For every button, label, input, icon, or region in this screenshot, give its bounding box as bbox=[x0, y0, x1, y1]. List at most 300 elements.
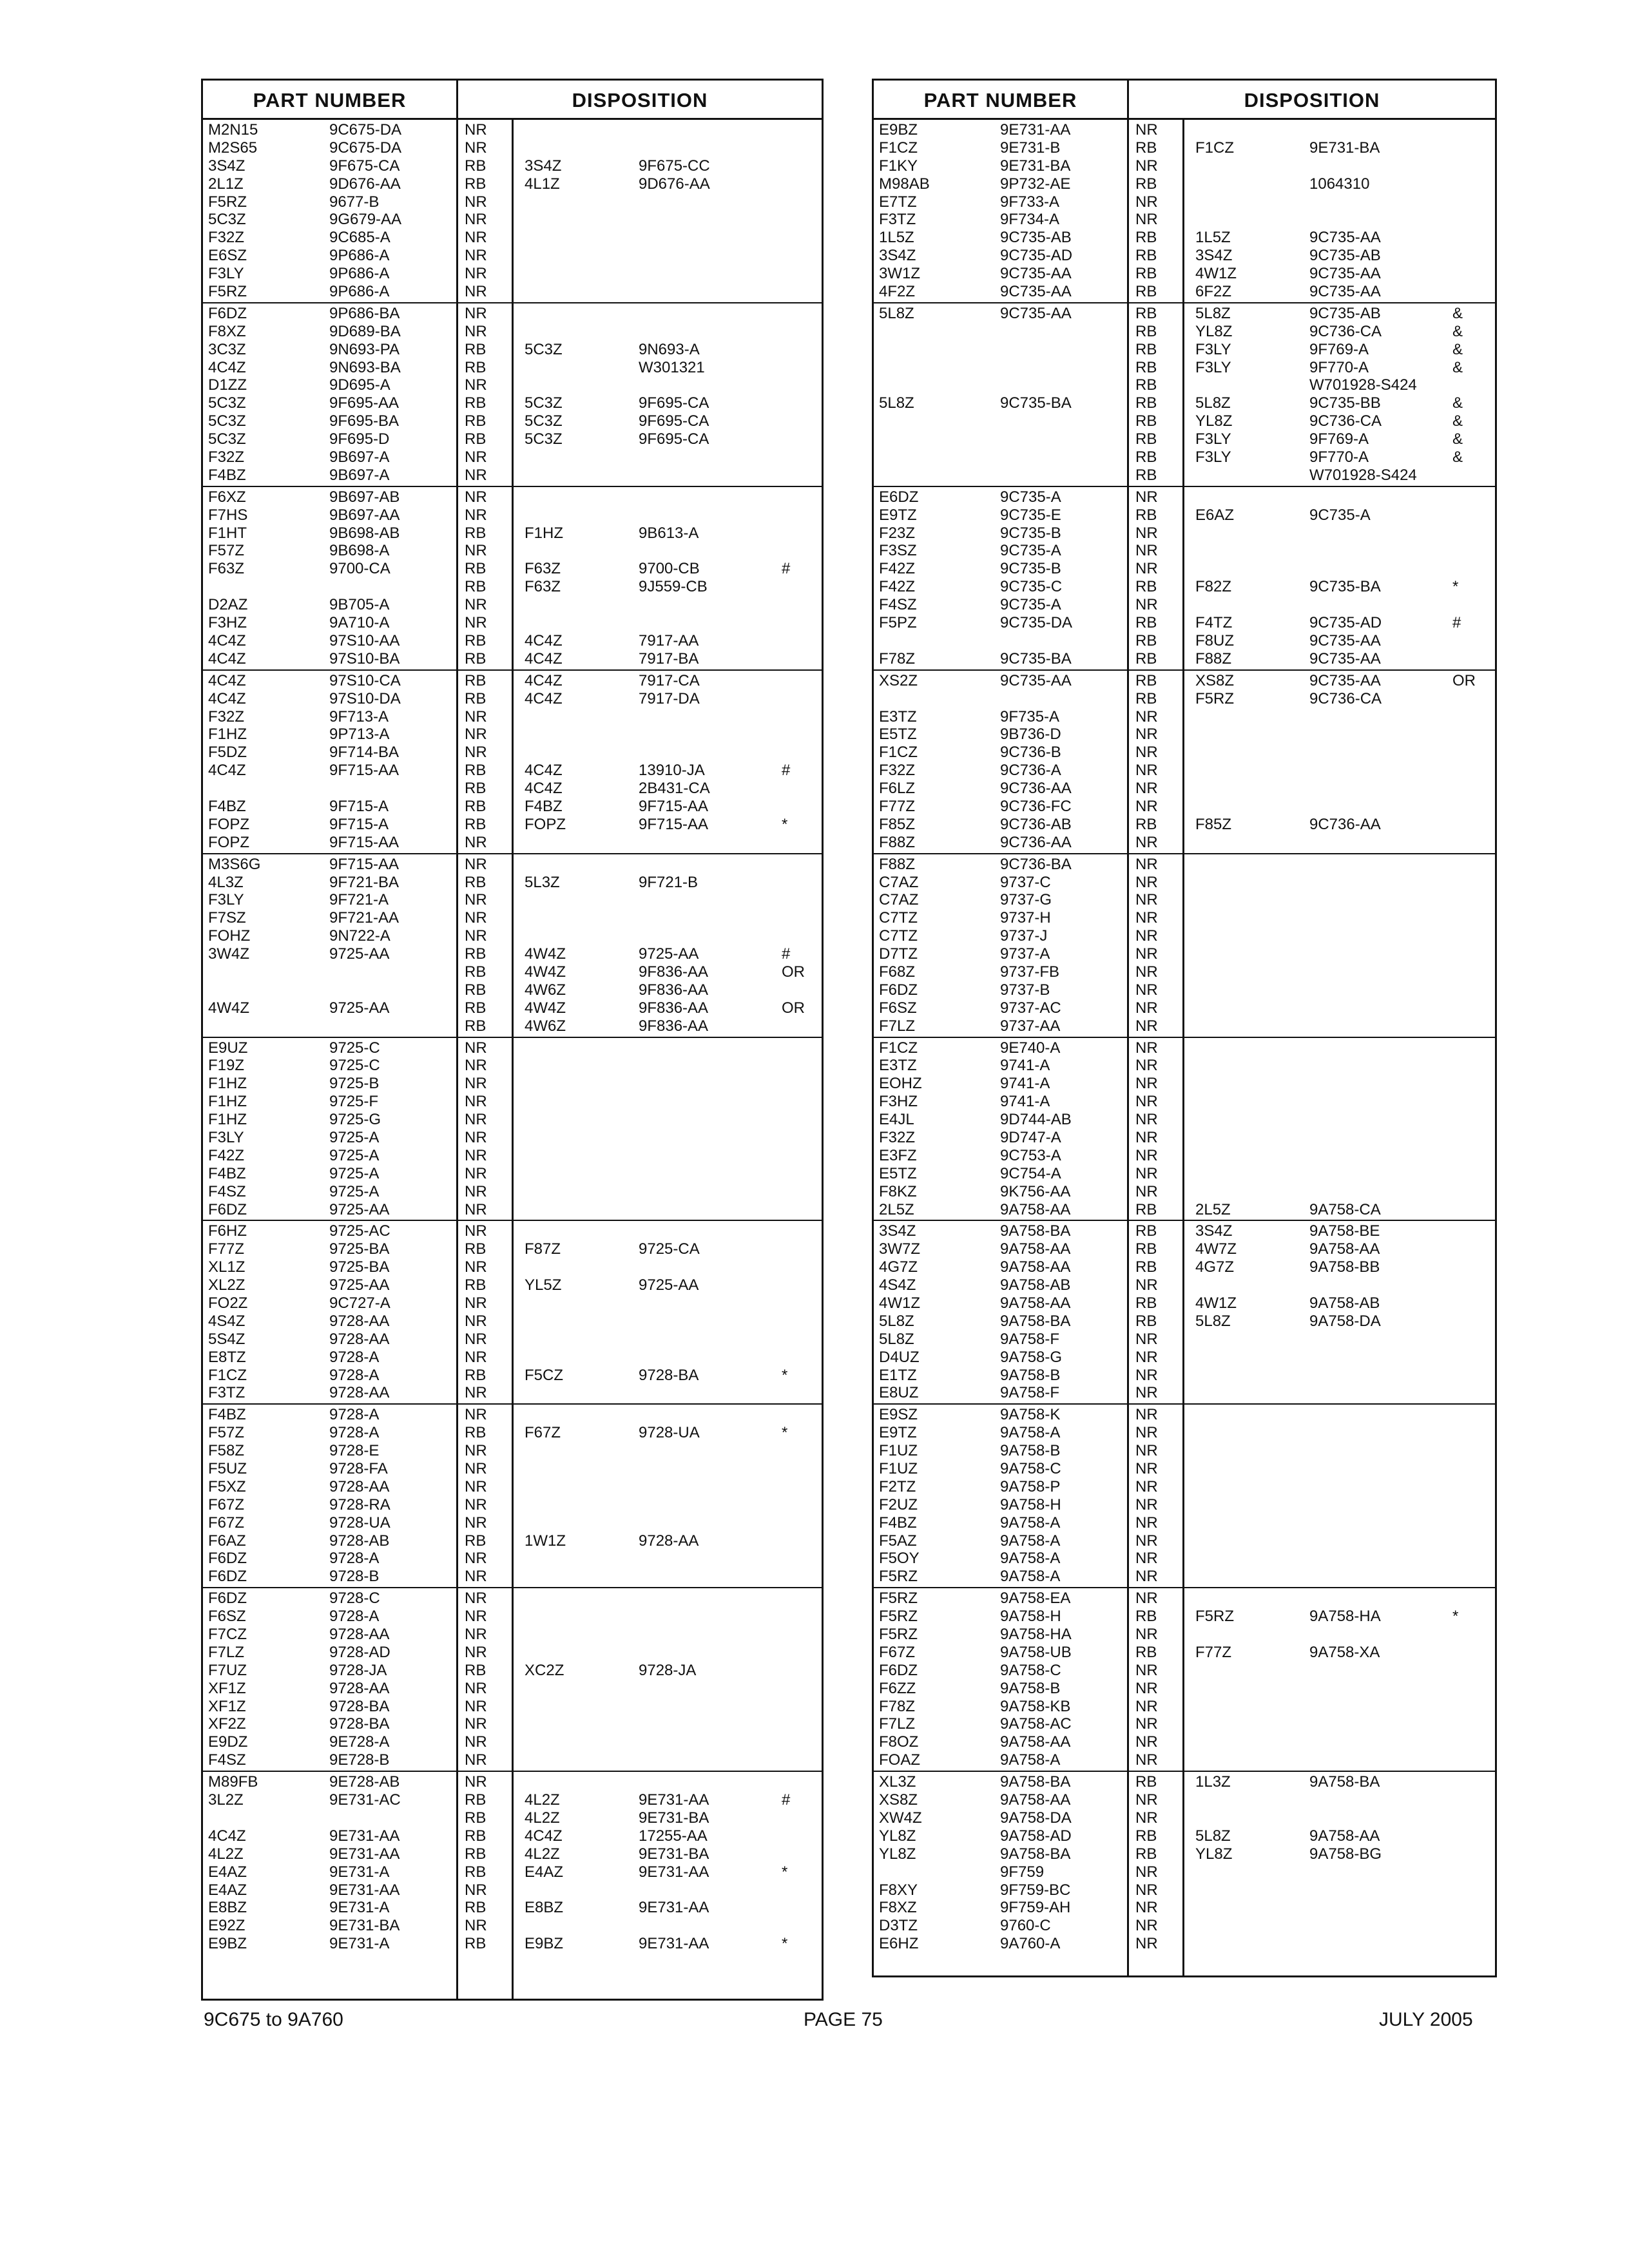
replacement-prefix-cell: 4C4Z bbox=[525, 689, 563, 707]
part-number-cell: XS2Z bbox=[879, 671, 918, 689]
part-suffix-cell: 9C735-BA bbox=[1000, 394, 1072, 412]
replacement-number-cell: 9700-CB bbox=[639, 560, 700, 578]
part-suffix-cell: 9C735-E bbox=[1000, 506, 1061, 524]
replacement-prefix-cell: F4BZ bbox=[525, 797, 563, 815]
table-row bbox=[203, 283, 822, 301]
table-row bbox=[203, 1899, 822, 1917]
part-number-cell: F5DZ bbox=[208, 744, 247, 762]
table-row bbox=[874, 175, 1495, 193]
part-number-cell: F6AZ bbox=[208, 1532, 246, 1550]
disposition-code-cell: NR bbox=[465, 1590, 487, 1608]
part-number-cell: XW4Z bbox=[879, 1809, 922, 1827]
part-suffix-cell: 9C735-BA bbox=[1000, 649, 1072, 668]
disposition-code-cell: RB bbox=[465, 1276, 487, 1294]
disposition-code-cell: RB bbox=[1135, 229, 1157, 247]
disposition-code-cell: RB bbox=[465, 1863, 487, 1881]
table-row bbox=[203, 744, 822, 762]
disposition-code-cell: NR bbox=[1135, 1039, 1158, 1057]
part-number-cell: XF1Z bbox=[208, 1679, 246, 1697]
part-number-cell: F6DZ bbox=[208, 304, 247, 322]
disposition-code-cell: NR bbox=[1135, 1276, 1158, 1294]
table-row bbox=[874, 247, 1495, 265]
part-suffix-cell: 9B736-D bbox=[1000, 726, 1061, 744]
part-suffix-cell: 9741-A bbox=[1000, 1075, 1050, 1093]
table-row bbox=[874, 1845, 1495, 1863]
part-suffix-cell: 9D676-AA bbox=[329, 175, 401, 193]
part-suffix-cell: 9C736-AA bbox=[1000, 780, 1072, 798]
table-row bbox=[874, 1478, 1495, 1496]
table-row bbox=[874, 1147, 1495, 1165]
disposition-code-cell: RB bbox=[465, 175, 487, 193]
disposition-code-cell: NR bbox=[465, 1222, 487, 1240]
part-suffix-cell: 9N722-A bbox=[329, 927, 390, 945]
replacement-prefix-cell: 4L2Z bbox=[525, 1809, 560, 1827]
table-row bbox=[874, 762, 1495, 780]
part-number-cell: 5L8Z bbox=[879, 304, 914, 322]
part-number-cell: 5C3Z bbox=[208, 412, 246, 430]
disposition-code-cell: NR bbox=[465, 1460, 487, 1478]
replacement-number-cell: 9E731-BA bbox=[639, 1809, 709, 1827]
part-suffix-cell: 9F695-BA bbox=[329, 412, 400, 430]
note-cell: OR bbox=[782, 999, 805, 1017]
table-row bbox=[874, 193, 1495, 211]
part-suffix-cell: 9B697-AA bbox=[329, 506, 400, 524]
table-row bbox=[874, 874, 1495, 892]
part-number-cell: FOAZ bbox=[879, 1751, 920, 1769]
table-row bbox=[874, 708, 1495, 726]
row-group bbox=[203, 303, 822, 487]
part-number-cell: F32Z bbox=[208, 707, 245, 726]
table-row bbox=[874, 560, 1495, 578]
part-number-cell: 3S4Z bbox=[879, 1222, 916, 1240]
disposition-code-cell: NR bbox=[465, 1442, 487, 1460]
row-group bbox=[203, 120, 822, 303]
disposition-code-cell: NR bbox=[1135, 1733, 1158, 1751]
replacement-number-cell: 9A758-BG bbox=[1309, 1845, 1382, 1863]
part-suffix-cell: 9N693-PA bbox=[329, 340, 400, 358]
table-row bbox=[203, 1809, 822, 1827]
part-suffix-cell: 9F713-A bbox=[329, 707, 389, 726]
part-number-cell: C7TZ bbox=[879, 909, 918, 927]
part-suffix-cell: 9A758-C bbox=[1000, 1460, 1061, 1478]
table-row bbox=[203, 1917, 822, 1935]
part-number-cell: F6DZ bbox=[879, 981, 918, 999]
replacement-prefix-cell: 4L2Z bbox=[525, 1791, 560, 1809]
disposition-code-cell: RB bbox=[465, 945, 487, 963]
disposition-code-cell: NR bbox=[465, 1679, 487, 1697]
part-suffix-cell: 9F695-AA bbox=[329, 394, 400, 412]
part-number-cell: E8TZ bbox=[208, 1348, 246, 1366]
part-number-cell: F1CZ bbox=[879, 1039, 918, 1057]
part-number-cell: F5OY bbox=[879, 1550, 920, 1568]
disposition-code-cell: RB bbox=[1135, 340, 1157, 358]
part-number-cell: M89FB bbox=[208, 1773, 258, 1791]
disposition-heading: DISPOSITION bbox=[572, 89, 708, 111]
disposition-code-cell: NR bbox=[1135, 1406, 1158, 1424]
table-row bbox=[203, 1276, 822, 1294]
part-suffix-cell: 9D747-A bbox=[1000, 1128, 1061, 1146]
disposition-code-cell: NR bbox=[465, 1608, 487, 1626]
table-row bbox=[874, 1258, 1495, 1276]
part-number-cell: F7SZ bbox=[208, 909, 246, 927]
part-number-cell: XL1Z bbox=[208, 1258, 246, 1276]
disposition-code-cell: RB bbox=[465, 1845, 487, 1863]
part-number-cell: F78Z bbox=[879, 1697, 916, 1715]
replacement-prefix-cell: F4TZ bbox=[1195, 614, 1233, 632]
disposition-code-cell: RB bbox=[1135, 304, 1157, 322]
replacement-prefix-cell: 1L5Z bbox=[1195, 229, 1231, 247]
table-row bbox=[874, 690, 1495, 708]
disposition-code-cell: NR bbox=[1135, 211, 1158, 229]
replacement-prefix-cell: FOPZ bbox=[525, 815, 566, 833]
replacement-prefix-cell: 4W4Z bbox=[525, 963, 566, 981]
table-row bbox=[203, 780, 822, 798]
table-row bbox=[874, 1626, 1495, 1644]
part-number-cell: F5RZ bbox=[879, 1608, 918, 1626]
part-suffix-cell: 9725-F bbox=[329, 1093, 379, 1111]
note-cell: & bbox=[1452, 340, 1463, 358]
replacement-number-cell: 9A758-DA bbox=[1309, 1312, 1381, 1330]
part-suffix-cell: 9P713-A bbox=[329, 726, 390, 744]
part-suffix-cell: 9P732-AE bbox=[1000, 175, 1071, 193]
disposition-code-cell: RB bbox=[465, 797, 487, 815]
part-suffix-cell: 9A758-BA bbox=[1000, 1312, 1071, 1330]
part-suffix-cell: 9A758-EA bbox=[1000, 1590, 1071, 1608]
disposition-code-cell: RB bbox=[1135, 466, 1157, 484]
disposition-code-cell: RB bbox=[1135, 578, 1157, 596]
part-number-cell: FOHZ bbox=[208, 927, 251, 945]
disposition-code-cell: NR bbox=[465, 1406, 487, 1424]
replacement-number-cell: 9F715-AA bbox=[639, 797, 709, 815]
table-row bbox=[874, 1644, 1495, 1662]
part-suffix-cell: 9E731-A bbox=[329, 1899, 390, 1917]
table-row bbox=[203, 1129, 822, 1147]
part-suffix-cell: 9A758-H bbox=[1000, 1608, 1061, 1626]
table-row bbox=[203, 963, 822, 981]
disposition-code-cell: NR bbox=[465, 265, 487, 283]
part-suffix-cell: 9E731-BA bbox=[329, 1917, 400, 1935]
part-number-cell: F4BZ bbox=[208, 466, 246, 484]
table-row bbox=[874, 1935, 1495, 1953]
table-row bbox=[874, 798, 1495, 816]
part-number-cell: F63Z bbox=[208, 560, 245, 578]
table-row bbox=[874, 1057, 1495, 1075]
table-row bbox=[874, 981, 1495, 999]
table-row bbox=[203, 1608, 822, 1626]
part-suffix-cell: 9F675-CA bbox=[329, 157, 400, 175]
table-row bbox=[874, 1017, 1495, 1035]
table-row bbox=[203, 856, 822, 874]
part-suffix-cell: 9725-A bbox=[329, 1164, 380, 1182]
replacement-number-cell: 9728-BA bbox=[639, 1366, 699, 1384]
part-number-cell: 1L5Z bbox=[879, 229, 914, 247]
part-number-cell: E4JL bbox=[879, 1111, 914, 1129]
disposition-code-cell: NR bbox=[1135, 981, 1158, 999]
part-number-cell: F32Z bbox=[208, 229, 245, 247]
part-suffix-cell: 9C753-A bbox=[1000, 1146, 1061, 1164]
replacement-number-cell: 9N693-A bbox=[639, 340, 700, 358]
disposition-code-cell: NR bbox=[465, 855, 487, 873]
table-row bbox=[203, 1680, 822, 1698]
replacement-prefix-cell: F87Z bbox=[525, 1240, 561, 1258]
disposition-code-cell: NR bbox=[1135, 157, 1158, 175]
disposition-code-cell: NR bbox=[465, 1093, 487, 1111]
part-suffix-cell: 9A758-AA bbox=[1000, 1200, 1071, 1218]
replacement-prefix-cell: 5L8Z bbox=[1195, 394, 1231, 412]
replacement-prefix-cell: 3S4Z bbox=[1195, 1222, 1233, 1240]
note-cell: * bbox=[782, 1863, 788, 1881]
disposition-code-cell: RB bbox=[1135, 631, 1157, 649]
replacement-prefix-cell: F82Z bbox=[1195, 578, 1232, 596]
part-suffix-cell: 9C735-AD bbox=[1000, 247, 1073, 265]
replacement-number-cell: 7917-BA bbox=[639, 649, 699, 668]
part-suffix-cell: 9725-G bbox=[329, 1111, 381, 1129]
part-suffix-cell: 9F721-AA bbox=[329, 909, 400, 927]
part-number-cell: F67Z bbox=[208, 1514, 245, 1532]
replacement-prefix-cell: F3LY bbox=[1195, 358, 1231, 376]
disposition-code-cell: NR bbox=[465, 833, 487, 851]
note-cell: & bbox=[1452, 394, 1463, 412]
part-number-cell: 5L8Z bbox=[879, 1312, 914, 1330]
disposition-code-cell: RB bbox=[465, 649, 487, 668]
table-row bbox=[203, 1698, 822, 1716]
part-suffix-cell: 9A758-B bbox=[1000, 1442, 1061, 1460]
replacement-number-cell: 9C735-BB bbox=[1309, 394, 1381, 412]
part-suffix-cell: 9C727-A bbox=[329, 1294, 390, 1312]
table-row bbox=[203, 596, 822, 614]
left-table-body bbox=[203, 120, 822, 1954]
disposition-code-cell: NR bbox=[465, 466, 487, 484]
replacement-prefix-cell: 4C4Z bbox=[525, 631, 563, 649]
disposition-code-cell: NR bbox=[1135, 1791, 1158, 1809]
note-cell: * bbox=[1452, 578, 1459, 596]
disposition-code-cell: NR bbox=[465, 542, 487, 560]
part-number-cell: F6HZ bbox=[208, 1222, 247, 1240]
table-row bbox=[874, 1384, 1495, 1402]
table-row bbox=[203, 488, 822, 506]
part-number-cell: F8XZ bbox=[879, 1899, 917, 1917]
replacement-number-cell: 9728-UA bbox=[639, 1424, 700, 1442]
part-suffix-cell: 9F715-A bbox=[329, 815, 389, 833]
note-cell: * bbox=[782, 1935, 788, 1953]
part-suffix-cell: 9F715-AA bbox=[329, 762, 400, 780]
table-row bbox=[874, 672, 1495, 690]
disposition-code-cell: NR bbox=[1135, 909, 1158, 927]
disposition-code-cell: RB bbox=[1135, 1608, 1157, 1626]
disposition-code-cell: RB bbox=[1135, 139, 1157, 157]
row-group bbox=[874, 1221, 1495, 1405]
disposition-code-cell: NR bbox=[465, 614, 487, 632]
disposition-code-cell: NR bbox=[1135, 1626, 1158, 1644]
table-row bbox=[203, 690, 822, 708]
part-suffix-cell: 9728-A bbox=[329, 1608, 380, 1626]
part-suffix-cell: 9E731-A bbox=[329, 1935, 390, 1953]
replacement-prefix-cell: YL8Z bbox=[1195, 1845, 1233, 1863]
replacement-prefix-cell: 6F2Z bbox=[1195, 283, 1232, 301]
part-suffix-cell: 9B698-A bbox=[329, 542, 390, 560]
part-number-cell: F1CZ bbox=[879, 139, 918, 157]
row-group bbox=[874, 487, 1495, 671]
table-row bbox=[203, 891, 822, 909]
table-row bbox=[874, 376, 1495, 394]
table-row bbox=[203, 394, 822, 412]
disposition-code-cell: RB bbox=[465, 1240, 487, 1258]
part-number-cell: FOPZ bbox=[208, 833, 249, 851]
table-row bbox=[203, 981, 822, 999]
replacement-prefix-cell: 5L8Z bbox=[1195, 304, 1231, 322]
part-suffix-cell: 9D695-A bbox=[329, 376, 390, 394]
replacement-number-cell: 9F715-AA bbox=[639, 815, 709, 833]
disposition-code-cell: NR bbox=[1135, 1661, 1158, 1679]
part-number-cell: F1HZ bbox=[208, 1111, 247, 1129]
part-number-cell: 4C4Z bbox=[208, 649, 246, 668]
replacement-number-cell: 9C735-AA bbox=[1309, 265, 1381, 283]
table-row bbox=[874, 466, 1495, 485]
disposition-code-cell: RB bbox=[465, 394, 487, 412]
row-group bbox=[203, 1772, 822, 1954]
table-row bbox=[203, 614, 822, 632]
replacement-number-cell: 9F675-CC bbox=[639, 157, 710, 175]
table-row bbox=[203, 1881, 822, 1899]
disposition-code-cell: NR bbox=[465, 211, 487, 229]
part-suffix-cell: 9B697-AB bbox=[329, 488, 400, 506]
part-suffix-cell: 9725-B bbox=[329, 1075, 380, 1093]
part-suffix-cell: 9A758-P bbox=[1000, 1477, 1061, 1495]
disposition-code-cell: NR bbox=[1135, 1366, 1158, 1384]
disposition-code-cell: NR bbox=[465, 1550, 487, 1568]
part-number-cell: E1TZ bbox=[879, 1366, 917, 1384]
table-row bbox=[874, 816, 1495, 834]
part-number-cell: F6DZ bbox=[208, 1200, 247, 1218]
disposition-code-cell: NR bbox=[1135, 1424, 1158, 1442]
replacement-number-cell: 9F721-B bbox=[639, 873, 699, 891]
part-number-cell: F4BZ bbox=[208, 1164, 246, 1182]
part-number-cell: F4BZ bbox=[208, 797, 246, 815]
replacement-number-cell: 9J559-CB bbox=[639, 578, 708, 596]
table-row bbox=[203, 157, 822, 175]
part-number-cell: 4C4Z bbox=[208, 762, 246, 780]
table-row bbox=[874, 283, 1495, 301]
part-suffix-cell: 9728-BA bbox=[329, 1715, 390, 1733]
table-row bbox=[203, 1240, 822, 1258]
disposition-code-cell: NR bbox=[465, 376, 487, 394]
left-table-header bbox=[203, 81, 822, 120]
replacement-prefix-cell: F8UZ bbox=[1195, 631, 1234, 649]
table-row bbox=[874, 524, 1495, 543]
table-row bbox=[203, 762, 822, 780]
part-number-cell: 4W4Z bbox=[208, 999, 250, 1017]
disposition-code-cell: NR bbox=[1135, 927, 1158, 945]
part-number-cell: E9BZ bbox=[879, 121, 918, 139]
replacement-prefix-cell: F85Z bbox=[1195, 815, 1232, 833]
disposition-code-cell: NR bbox=[1135, 1568, 1158, 1586]
part-suffix-cell: 9C735-AA bbox=[1000, 671, 1072, 689]
part-number-cell: C7AZ bbox=[879, 873, 919, 891]
part-suffix-cell: 9E731-AA bbox=[329, 1881, 400, 1899]
part-number-cell: F8XZ bbox=[208, 322, 246, 340]
table-row bbox=[874, 229, 1495, 247]
table-row bbox=[203, 430, 822, 448]
disposition-code-cell: NR bbox=[1135, 707, 1158, 726]
disposition-code-cell: NR bbox=[1135, 1809, 1158, 1827]
part-suffix-cell: 9C735-B bbox=[1000, 524, 1061, 542]
replacement-prefix-cell: 5L8Z bbox=[1195, 1312, 1231, 1330]
note-cell: # bbox=[1452, 614, 1461, 632]
part-suffix-cell: 9A758-AA bbox=[1000, 1791, 1071, 1809]
part-suffix-cell: 9728-FA bbox=[329, 1460, 388, 1478]
part-number-cell: F77Z bbox=[208, 1240, 245, 1258]
part-number-cell: F6SZ bbox=[879, 999, 917, 1017]
disposition-code-cell: NR bbox=[465, 909, 487, 927]
disposition-code-cell: RB bbox=[465, 873, 487, 891]
disposition-code-cell: NR bbox=[1135, 726, 1158, 744]
part-suffix-cell: 9E731-BA bbox=[1000, 157, 1071, 175]
table-row bbox=[203, 927, 822, 945]
part-number-cell: F77Z bbox=[879, 797, 916, 815]
table-row bbox=[874, 1827, 1495, 1845]
part-suffix-cell: 9725-AA bbox=[329, 1276, 390, 1294]
row-group bbox=[203, 1405, 822, 1588]
replacement-number-cell: 9728-AA bbox=[639, 1532, 699, 1550]
disposition-code-cell: RB bbox=[465, 358, 487, 376]
disposition-code-cell: NR bbox=[1135, 1017, 1158, 1035]
disposition-code-cell: NR bbox=[465, 121, 487, 139]
table-row bbox=[874, 430, 1495, 448]
table-row bbox=[874, 891, 1495, 909]
part-number-cell: F2UZ bbox=[879, 1495, 918, 1514]
replacement-prefix-cell: 5L8Z bbox=[1195, 1827, 1231, 1845]
part-number-cell: F7LZ bbox=[879, 1715, 916, 1733]
part-number-cell: E5TZ bbox=[879, 1164, 917, 1182]
replacement-prefix-cell: 4W1Z bbox=[1195, 265, 1237, 283]
part-suffix-cell: 9E731-B bbox=[1000, 139, 1061, 157]
disposition-code-cell: NR bbox=[1135, 855, 1158, 873]
replacement-number-cell: 9A758-XA bbox=[1309, 1643, 1380, 1661]
note-cell: OR bbox=[1452, 671, 1476, 689]
part-suffix-cell: 9C735-A bbox=[1000, 542, 1061, 560]
part-number-cell: YL8Z bbox=[879, 1827, 916, 1845]
part-suffix-cell: 9728-UA bbox=[329, 1514, 390, 1532]
replacement-number-cell: 17255-AA bbox=[639, 1827, 708, 1845]
disposition-code-cell: NR bbox=[1135, 1590, 1158, 1608]
disposition-code-cell: NR bbox=[1135, 1679, 1158, 1697]
table-row bbox=[203, 466, 822, 485]
part-number-cell: F67Z bbox=[208, 1495, 245, 1514]
disposition-code-cell: RB bbox=[1135, 1312, 1157, 1330]
part-suffix-cell: 9C736-A bbox=[1000, 762, 1061, 780]
replacement-number-cell: 9C735-AA bbox=[1309, 631, 1381, 649]
replacement-number-cell: 9C736-CA bbox=[1309, 322, 1382, 340]
disposition-code-cell: RB bbox=[465, 999, 487, 1017]
disposition-code-cell: NR bbox=[465, 1917, 487, 1935]
row-group bbox=[874, 1038, 1495, 1222]
table-row bbox=[874, 1039, 1495, 1057]
part-suffix-cell: 9760-C bbox=[1000, 1917, 1051, 1935]
row-group bbox=[203, 1038, 822, 1222]
table-row bbox=[203, 1424, 822, 1442]
part-suffix-cell: 9728-A bbox=[329, 1366, 380, 1384]
replacement-number-cell: 7917-CA bbox=[639, 671, 700, 689]
part-suffix-cell: 9737-B bbox=[1000, 981, 1050, 999]
part-suffix-cell: 9C735-A bbox=[1000, 488, 1061, 506]
part-number-cell: F7HS bbox=[208, 506, 248, 524]
table-row bbox=[203, 1147, 822, 1165]
table-row bbox=[203, 1715, 822, 1733]
table-row bbox=[203, 1845, 822, 1863]
part-suffix-cell: 9F759 bbox=[1000, 1863, 1045, 1881]
part-suffix-cell: 9C736-AA bbox=[1000, 833, 1072, 851]
replacement-prefix-cell: 4G7Z bbox=[1195, 1258, 1235, 1276]
